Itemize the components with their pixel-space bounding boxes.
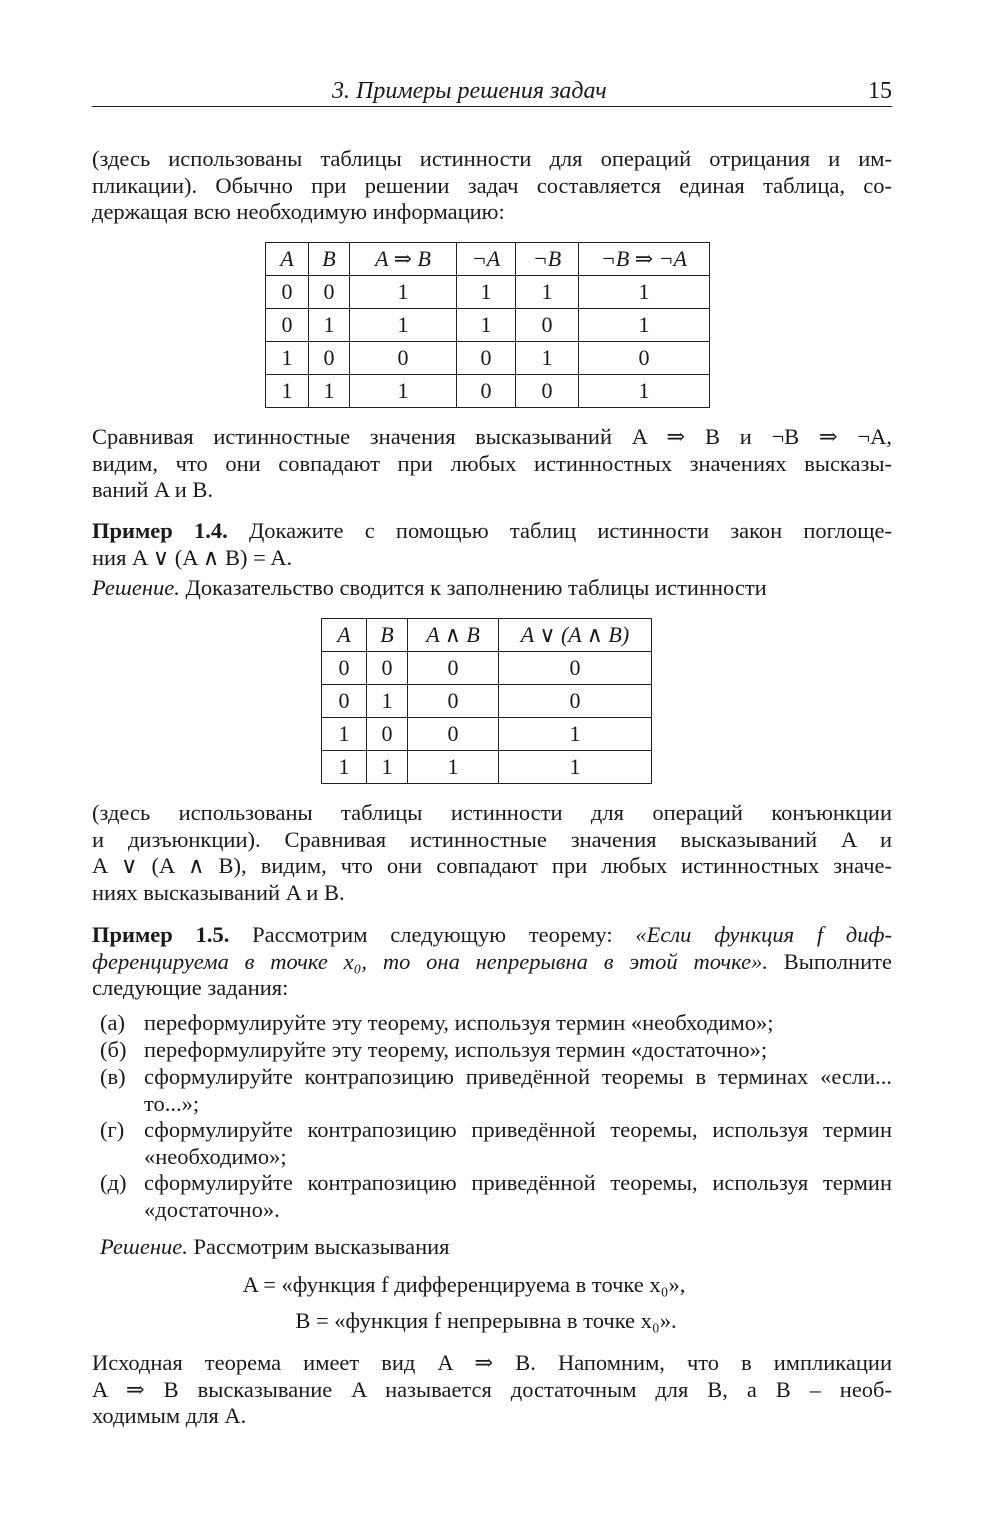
task-text: сформулируйте контрапозицию приведённой теоремы в терминах «если... то...»; [144, 1064, 892, 1116]
table-header: ¬A [457, 243, 516, 276]
example-1-4 [92, 518, 892, 602]
solution-label: Решение. [100, 1234, 188, 1259]
table-cell: 1 [579, 276, 710, 309]
table-header: A ⇒ B [350, 243, 457, 276]
table-cell: 1 [367, 685, 408, 718]
table-cell: 0 [408, 685, 499, 718]
table-cell: 0 [457, 375, 516, 408]
theorem-text: ференцируема в точке x₀, то она непрерывна в этой точке». [92, 948, 768, 974]
text-line [92, 949, 892, 976]
paragraph-1 [92, 146, 892, 226]
table-cell: 0 [309, 276, 350, 309]
table-cell: 1 [266, 342, 309, 375]
table-cell: 0 [408, 718, 499, 751]
table-header: A ∨ (A ∧ B) [499, 619, 652, 652]
table-cell: 1 [499, 718, 652, 751]
table-cell: 1 [309, 375, 350, 408]
solution-intro [100, 1234, 892, 1261]
table-cell: 0 [499, 685, 652, 718]
table-cell: 0 [516, 375, 579, 408]
table-cell: 1 [499, 751, 652, 784]
table-cell: 1 [350, 375, 457, 408]
table-cell: 0 [579, 342, 710, 375]
text-line: видим, что они совпадают при любых истинностных значениях высказы- [92, 450, 892, 476]
table-cell: 1 [579, 309, 710, 342]
text-line: и дизъюнкции). Сравнивая истинностные значения высказываний A и [92, 826, 892, 852]
table-cell: 1 [579, 375, 710, 408]
example-text: Выполните [783, 948, 893, 974]
theorem-text: «Если функция f диф- [635, 922, 892, 947]
text-line [92, 518, 892, 545]
task-label: (а) [100, 1010, 125, 1035]
table-row [322, 652, 652, 685]
table-cell: 1 [516, 342, 579, 375]
example-label: Пример 1.4. [92, 518, 228, 543]
table-header: B [309, 243, 350, 276]
example-text: Рассмотрим следующую теорему: [252, 922, 613, 947]
task-text: переформулируйте эту теорему, используя термин «необходимо»; [144, 1010, 774, 1035]
text-line: пликации). Обычно при решении задач составляется единая таблица, со- [92, 172, 892, 198]
task-label: (д) [100, 1170, 127, 1195]
solution-text: Доказательство сводится к заполнению таблицы истинности [185, 575, 767, 601]
table-cell: 0 [322, 652, 367, 685]
table-header: A [322, 619, 367, 652]
table-cell: 1 [322, 718, 367, 751]
text-line: держащая всю необходимую информацию: [92, 199, 505, 225]
table-cell: 1 [457, 276, 516, 309]
text-line: (здесь использованы таблицы истинности для операций отрицания и им- [92, 146, 892, 171]
text-line [92, 922, 892, 949]
formula-b: B = «функция f непрерывна в точке x₀». [295, 1308, 677, 1333]
table-row [266, 276, 710, 309]
task-label: (в) [100, 1064, 126, 1089]
table-cell: 0 [309, 342, 350, 375]
task-text: сформулируйте контрапозицию приведённой теоремы, используя термин «необходимо»; [144, 1117, 892, 1169]
table-cell: 1 [309, 309, 350, 342]
solution-label: Решение. [92, 575, 180, 601]
text-line [92, 575, 892, 602]
table-header: ¬B ⇒ ¬A [579, 243, 710, 276]
table-cell: 1 [516, 276, 579, 309]
page-number: 15 [868, 78, 892, 104]
task-text: переформулируйте эту теорему, используя термин «достаточно»; [144, 1037, 768, 1062]
text-line: следующие задания: [92, 975, 289, 1001]
table-cell: 1 [408, 751, 499, 784]
text-line: ниях высказываний A и B. [92, 879, 345, 905]
table-cell: 1 [322, 751, 367, 784]
table-header: A [266, 243, 309, 276]
truth-table-absorption [321, 618, 652, 784]
text-line: A ∨ (A ∧ B), видим, что они совпадают при любых истинностных значе- [92, 853, 892, 879]
table-cell: 0 [266, 309, 309, 342]
table-header: ¬B [516, 243, 579, 276]
text-line: ния A ∨ (A ∧ B) = A. [92, 544, 293, 570]
table-cell: 0 [408, 652, 499, 685]
table-row [266, 375, 710, 408]
formula-a: A = «функция f дифференцируема в точке x₀», [242, 1272, 686, 1297]
task-label: (г) [100, 1117, 125, 1142]
running-header [92, 78, 892, 107]
table-header: B [367, 619, 408, 652]
table-cell: 0 [322, 685, 367, 718]
table-cell: 0 [266, 276, 309, 309]
paragraph-3 [92, 800, 892, 906]
table-cell: 0 [367, 652, 408, 685]
text-line: Исходная теорема имеет вид A ⇒ B. Напомним, что в импликации [92, 1350, 892, 1375]
task-text: сформулируйте контрапозицию приведённой теоремы, используя термин «достаточно». [144, 1170, 892, 1222]
table-cell: 0 [367, 718, 408, 751]
chapter-title: 3. Примеры решения задач [332, 78, 607, 104]
table-row [322, 718, 652, 751]
table-row [322, 751, 652, 784]
text-line: Сравнивая истинностные значения высказываний A ⇒ B и ¬B ⇒ ¬A, [92, 424, 892, 449]
truth-table-implication [265, 242, 710, 408]
table-cell: 0 [516, 309, 579, 342]
example-text: Докажите с помощью таблиц истинности закон поглоще- [248, 518, 892, 543]
table-header-row [266, 243, 710, 276]
table-cell: 1 [350, 276, 457, 309]
table-header: A ∧ B [408, 619, 499, 652]
solution-text: Рассмотрим высказывания [193, 1234, 450, 1259]
text-line: ходимым для A. [92, 1403, 247, 1429]
text-line: A ⇒ B высказывание A называется достаточным для B, а B – необ- [92, 1376, 892, 1402]
table-cell: 0 [457, 342, 516, 375]
example-1-5 [92, 922, 892, 1002]
table-row [322, 685, 652, 718]
table-cell: 1 [266, 375, 309, 408]
table-cell: 1 [457, 309, 516, 342]
table-cell: 0 [499, 652, 652, 685]
task-label: (б) [100, 1037, 127, 1062]
example-label: Пример 1.5. [92, 922, 230, 947]
table-row [266, 309, 710, 342]
table-header-row [322, 619, 652, 652]
table-row [266, 342, 710, 375]
text-line: (здесь использованы таблицы истинности для операций конъюнкции [92, 800, 892, 825]
paragraph-4 [92, 1350, 892, 1430]
paragraph-2 [92, 424, 892, 504]
table-cell: 0 [350, 342, 457, 375]
text-line: ваний A и B. [92, 477, 213, 503]
table-cell: 1 [350, 309, 457, 342]
table-cell: 1 [367, 751, 408, 784]
